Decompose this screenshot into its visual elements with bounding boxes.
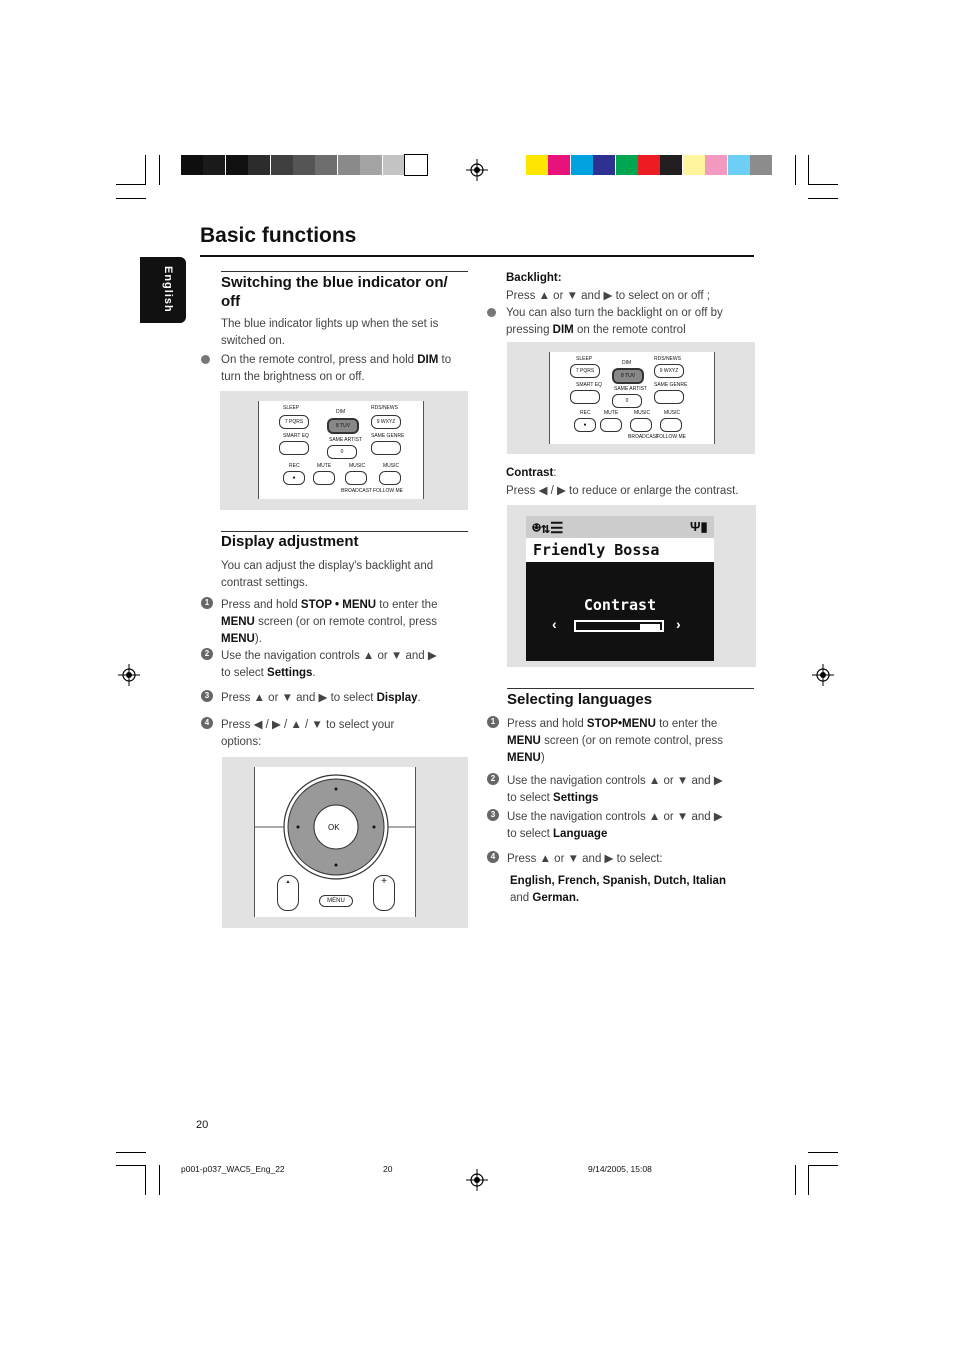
step-number-icon: 3 bbox=[487, 809, 499, 821]
rec-button: ● bbox=[574, 418, 596, 432]
music-label: MUSIC bbox=[349, 463, 366, 469]
section-heading-selecting-languages: Selecting languages bbox=[507, 691, 653, 708]
calibration-swatch bbox=[315, 155, 337, 175]
crop-mark bbox=[159, 155, 160, 185]
crop-mark bbox=[145, 1165, 146, 1195]
language-step-4: Press ▲ or ▼ and ▶ to select: bbox=[507, 853, 663, 865]
same-artist-label: SAME ARTIST bbox=[614, 386, 647, 392]
registration-mark-icon bbox=[118, 664, 140, 686]
calibration-swatch bbox=[638, 155, 660, 175]
smart-eq-label: SMART EQ bbox=[576, 382, 602, 388]
rds-label: RDS/NEWS bbox=[371, 405, 398, 411]
follow-me-label: FOLLOW ME bbox=[656, 434, 687, 440]
registration-mark-icon bbox=[466, 1169, 488, 1191]
contrast-instruction: Press ◀ / ▶ to reduce or enlarge the contrast. bbox=[506, 485, 739, 497]
calibration-swatch bbox=[248, 155, 270, 175]
calibration-swatch bbox=[405, 155, 427, 175]
key-9-button: 9 WXYZ bbox=[371, 415, 401, 429]
registration-mark-icon bbox=[812, 664, 834, 686]
crop-mark bbox=[808, 155, 809, 185]
language-step-1: Press and hold STOP•MENU to enter the MENU screen (or on remote control, press MENU) bbox=[507, 718, 724, 764]
crop-mark bbox=[116, 198, 146, 199]
calibration-swatch bbox=[293, 155, 315, 175]
step-number-icon: 1 bbox=[487, 716, 499, 728]
dim-label: DIM bbox=[622, 360, 632, 366]
menu-button: MENU bbox=[319, 895, 353, 907]
calibration-swatch bbox=[660, 155, 682, 175]
lcd-screen bbox=[526, 516, 714, 661]
left-rocker-button: ▲ bbox=[277, 875, 299, 911]
same-genre-label: SAME GENRE bbox=[654, 382, 688, 388]
step-number-icon: 3 bbox=[201, 690, 213, 702]
calibration-swatch bbox=[593, 155, 615, 175]
smart-eq-button bbox=[570, 390, 600, 404]
rec-label: REC bbox=[580, 410, 591, 416]
sleep-label: SLEEP bbox=[576, 356, 593, 362]
contrast-level-bar bbox=[574, 620, 664, 632]
crop-mark bbox=[795, 155, 796, 185]
calibration-swatch bbox=[360, 155, 382, 175]
rds-label: RDS/NEWS bbox=[654, 356, 681, 362]
key-9-button: 9 WXYZ bbox=[654, 364, 684, 378]
calibration-swatch bbox=[683, 155, 705, 175]
blue-indicator-instruction: On the remote control, press and hold DIM to turn the brightness on or off. bbox=[221, 354, 452, 383]
left-arrow-icon: ‹ bbox=[552, 616, 557, 632]
remote-keypad-illustration bbox=[507, 342, 755, 454]
step-number-icon: 4 bbox=[201, 717, 213, 729]
blue-indicator-intro: The blue indicator lights up when the set is switched on. bbox=[221, 318, 439, 347]
rec-label: REC bbox=[289, 463, 300, 469]
page-number: 20 bbox=[196, 1119, 209, 1131]
backlight-label: Backlight: bbox=[506, 272, 562, 284]
calibration-swatch bbox=[705, 155, 727, 175]
broadcast-label: BROADCAST bbox=[341, 488, 373, 494]
backlight-dim-note: You can also turn the backlight on or off by pressing DIM on the remote control bbox=[506, 307, 723, 336]
follow-me-button bbox=[379, 471, 401, 485]
lcd-status-icons: ☻⇅☰ bbox=[532, 519, 564, 537]
music-label: MUSIC bbox=[664, 410, 681, 416]
step-number-icon: 2 bbox=[201, 648, 213, 660]
key-0-button: 0 bbox=[327, 445, 357, 459]
calibration-swatch bbox=[728, 155, 750, 175]
display-step-4: Press ◀ / ▶ / ▲ / ▼ to select your options: bbox=[221, 719, 395, 748]
rec-button: ● bbox=[283, 471, 305, 485]
section-heading-display-adjustment: Display adjustment bbox=[221, 533, 359, 550]
key-7-button: 7 PQRS bbox=[279, 415, 309, 429]
display-adjustment-intro: You can adjust the display's backlight and contrast settings. bbox=[221, 560, 434, 589]
display-step-1: Press and hold STOP • MENU to enter the MENU screen (or on remote control, press MENU). bbox=[221, 599, 438, 645]
music-label: MUSIC bbox=[634, 410, 651, 416]
key-7-button: 7 PQRS bbox=[570, 364, 600, 378]
mute-label: MUTE bbox=[604, 410, 619, 416]
registration-mark-icon bbox=[466, 159, 488, 181]
bullet-icon bbox=[487, 308, 496, 317]
music-label: MUSIC bbox=[383, 463, 400, 469]
same-genre-button bbox=[654, 390, 684, 404]
section-rule bbox=[221, 271, 468, 272]
follow-me-button bbox=[660, 418, 682, 432]
step-number-icon: 2 bbox=[487, 773, 499, 785]
key-8-dim-button: 8 TUV bbox=[327, 418, 359, 434]
follow-me-label: FOLLOW ME bbox=[373, 488, 404, 494]
mute-button bbox=[313, 471, 335, 485]
calibration-swatch bbox=[526, 155, 548, 175]
backlight-instruction: Press ▲ or ▼ and ▶ to select on or off ; bbox=[506, 290, 710, 302]
dim-label: DIM bbox=[336, 409, 346, 415]
smart-eq-label: SMART EQ bbox=[283, 433, 309, 439]
crop-mark bbox=[116, 1152, 146, 1153]
calibration-swatch bbox=[548, 155, 570, 175]
crop-mark bbox=[808, 1165, 838, 1166]
calibration-swatch bbox=[383, 155, 405, 175]
section-heading-blue-indicator: Switching the blue indicator on/ off bbox=[221, 274, 448, 310]
lcd-station-name: Friendly Bossa bbox=[533, 541, 660, 559]
mute-button bbox=[600, 418, 622, 432]
title-rule bbox=[200, 255, 754, 257]
key-0-button: 0 bbox=[612, 394, 642, 408]
calibration-swatch bbox=[226, 155, 248, 175]
crop-mark bbox=[116, 184, 146, 185]
sleep-label: SLEEP bbox=[283, 405, 300, 411]
calibration-swatch bbox=[203, 155, 225, 175]
section-rule bbox=[507, 688, 754, 689]
same-genre-button bbox=[371, 441, 401, 455]
volume-plus-button: + bbox=[373, 875, 395, 911]
right-arrow-icon: › bbox=[676, 616, 681, 632]
crop-mark bbox=[808, 1165, 809, 1195]
same-artist-label: SAME ARTIST bbox=[329, 437, 362, 443]
ok-button-label: OK bbox=[328, 823, 340, 832]
lcd-contrast-label: Contrast bbox=[583, 596, 657, 614]
footer-filename: p001-p037_WAC5_Eng_22 bbox=[181, 1164, 285, 1174]
page-title: Basic functions bbox=[200, 224, 357, 247]
crop-mark bbox=[795, 1165, 796, 1195]
crop-mark bbox=[808, 198, 838, 199]
remote-keypad-illustration bbox=[220, 391, 468, 510]
same-genre-label: SAME GENRE bbox=[371, 433, 405, 439]
contrast-label: Contrast: bbox=[506, 467, 557, 479]
crop-mark bbox=[808, 1152, 838, 1153]
broadcast-button bbox=[630, 418, 652, 432]
step-number-icon: 1 bbox=[201, 597, 213, 609]
calibration-swatch bbox=[616, 155, 638, 175]
signal-strength-icon: Ψ▮ bbox=[690, 519, 708, 534]
calibration-swatch bbox=[571, 155, 593, 175]
crop-mark bbox=[145, 155, 146, 185]
display-step-3: Press ▲ or ▼ and ▶ to select Display. bbox=[221, 692, 421, 704]
crop-mark bbox=[116, 1165, 146, 1166]
crop-mark bbox=[159, 1165, 160, 1195]
footer-timestamp: 9/14/2005, 15:08 bbox=[588, 1164, 652, 1174]
language-step-3: Use the navigation controls ▲ or ▼ and ▶ to select Language bbox=[507, 811, 723, 840]
smart-eq-button bbox=[279, 441, 309, 455]
lcd-display-illustration bbox=[507, 505, 756, 667]
key-8-dim-button: 8 TUV bbox=[612, 368, 644, 384]
bullet-icon bbox=[201, 355, 210, 364]
calibration-swatch bbox=[271, 155, 293, 175]
language-step-2: Use the navigation controls ▲ or ▼ and ▶ to select Settings bbox=[507, 775, 723, 804]
crop-mark bbox=[808, 184, 838, 185]
step-number-icon: 4 bbox=[487, 851, 499, 863]
broadcast-label: BROADCAST bbox=[628, 434, 660, 440]
language-options: English, French, Spanish, Dutch, Italian and German. bbox=[510, 875, 726, 904]
calibration-swatch bbox=[338, 155, 360, 175]
navigation-pad-illustration bbox=[222, 757, 468, 928]
language-tab-label: English bbox=[162, 266, 174, 313]
calibration-swatch bbox=[750, 155, 772, 175]
broadcast-button bbox=[345, 471, 367, 485]
calibration-swatch bbox=[181, 155, 203, 175]
display-step-2: Use the navigation controls ▲ or ▼ and ▶ to select Settings. bbox=[221, 650, 437, 679]
mute-label: MUTE bbox=[317, 463, 332, 469]
footer-page: 20 bbox=[383, 1164, 393, 1174]
